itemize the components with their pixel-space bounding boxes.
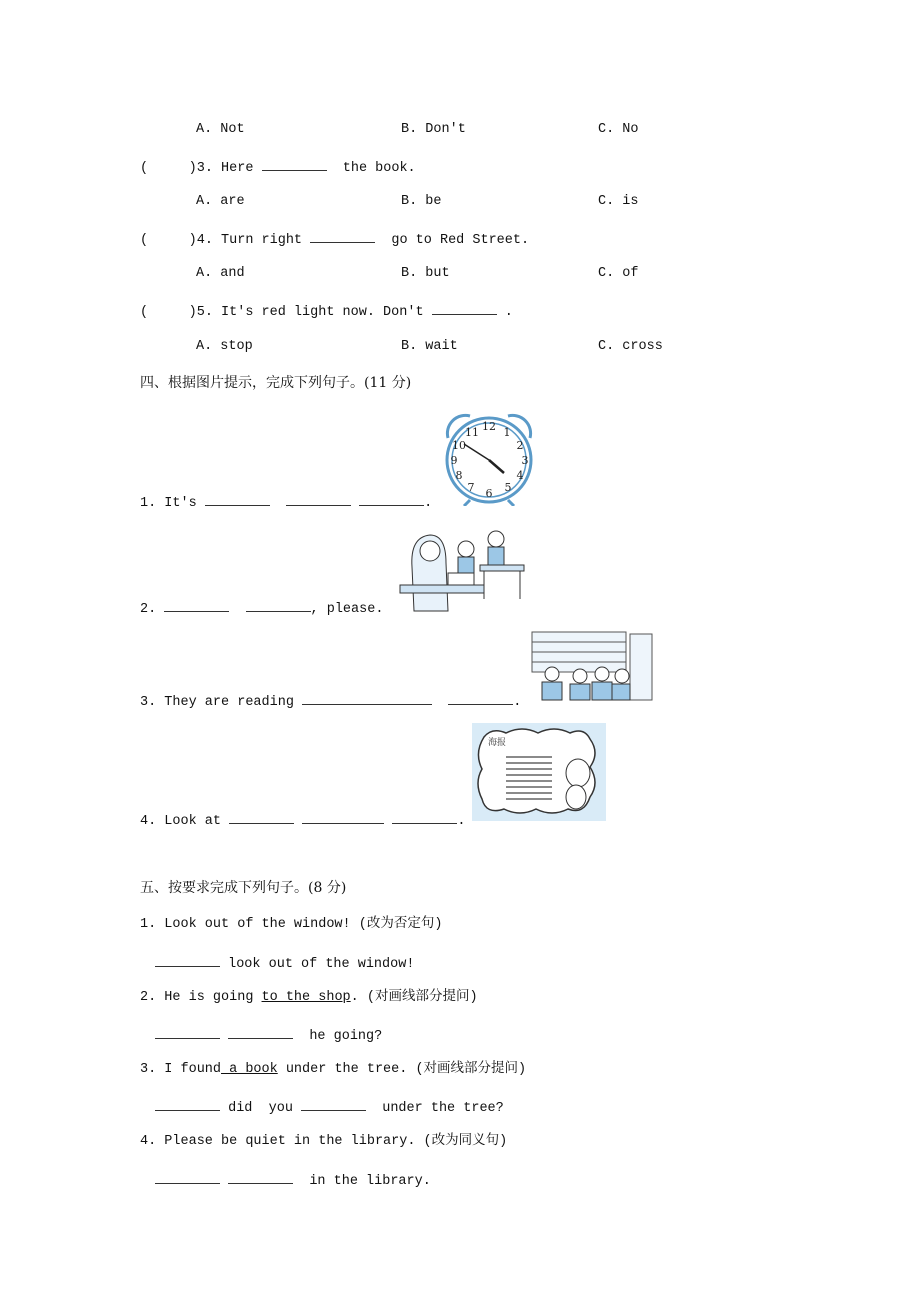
svg-text:11: 11 <box>465 426 479 439</box>
blank <box>155 1025 220 1039</box>
option-a: A. Not <box>196 122 245 137</box>
answer-text-end: under the tree? <box>382 1101 504 1116</box>
question-3 <box>140 157 416 175</box>
question-text: 4. Turn right <box>196 233 303 248</box>
question-text-end: go to Red Street. <box>391 233 530 248</box>
option-c: C. cross <box>598 339 663 354</box>
option-c: C. is <box>598 194 639 209</box>
option-a: A. are <box>196 194 245 209</box>
option-b: B. wait <box>401 339 458 354</box>
item-text: 2. <box>140 602 157 617</box>
answer-paren: ( ) <box>140 233 197 248</box>
svg-text:9: 9 <box>450 454 458 467</box>
answer-text: he going? <box>309 1029 383 1044</box>
blank <box>229 810 294 824</box>
svg-text:10: 10 <box>452 439 466 452</box>
library-illustration <box>530 630 654 702</box>
blank <box>448 691 513 705</box>
option-a: A. stop <box>196 339 253 354</box>
rewrite-answer-3 <box>155 1097 504 1115</box>
blank <box>432 301 497 315</box>
poster-illustration <box>472 723 606 821</box>
svg-text:4: 4 <box>516 469 524 482</box>
question-text-end: under the tree. (对画线部分提问) <box>277 1062 527 1077</box>
question-text: 5. It's red light now. Don't <box>196 305 424 320</box>
svg-text:12: 12 <box>482 420 496 433</box>
picture-item-2 <box>140 598 383 616</box>
item-text: 3. They are reading <box>140 695 294 710</box>
blank <box>155 1170 220 1184</box>
blank <box>246 598 311 612</box>
answer-text: in the library. <box>309 1174 431 1189</box>
question-5 <box>140 301 513 319</box>
blank <box>262 157 327 171</box>
item-text-end: , please. <box>310 602 384 617</box>
svg-text:2: 2 <box>516 439 524 452</box>
blank <box>301 1097 366 1111</box>
svg-text:6: 6 <box>485 487 493 500</box>
question-text: 2. He is going <box>140 990 262 1005</box>
rewrite-answer-1 <box>155 953 414 971</box>
blank <box>310 229 375 243</box>
underlined-part: a book <box>221 1062 278 1077</box>
question-text-end: the book. <box>342 161 416 176</box>
blank <box>155 953 220 967</box>
option-a: A. and <box>196 266 245 281</box>
question-text: 3. I found <box>140 1062 222 1077</box>
underlined-part: to the shop <box>261 990 351 1005</box>
blank <box>302 810 384 824</box>
blank <box>392 810 457 824</box>
section-5-heading: 五、按要求完成下列句子。(8 分) <box>140 880 347 896</box>
alarm-clock-illustration <box>440 408 538 506</box>
rewrite-answer-2 <box>155 1025 382 1043</box>
svg-text:7: 7 <box>467 481 475 494</box>
option-b: B. be <box>401 194 442 209</box>
question-4 <box>140 229 529 247</box>
blank <box>155 1097 220 1111</box>
classroom-illustration <box>396 527 528 613</box>
question-text-end: . (对画线部分提问) <box>350 990 478 1005</box>
option-c: C. No <box>598 122 639 137</box>
svg-text:8: 8 <box>455 469 463 482</box>
answer-text: look out of the window! <box>228 957 415 972</box>
question-text-end: . <box>504 305 513 320</box>
poster-title: 海报 <box>488 738 507 748</box>
item-text-end: . <box>513 695 522 710</box>
blank <box>205 492 270 506</box>
option-c: C. of <box>598 266 639 281</box>
svg-text:3: 3 <box>521 454 529 467</box>
section-4-heading: 四、根据图片提示，完成下列句子。(11 分) <box>140 375 412 391</box>
blank <box>286 492 351 506</box>
rewrite-question-4: 4. Please be quiet in the library. (改为同义句) <box>140 1134 508 1149</box>
option-b: B. but <box>401 266 450 281</box>
svg-text:5: 5 <box>504 481 512 494</box>
blank <box>228 1025 293 1039</box>
blank <box>228 1170 293 1184</box>
rewrite-question-1: 1. Look out of the window! (改为否定句) <box>140 917 443 932</box>
blank <box>164 598 229 612</box>
answer-text: did you <box>228 1101 293 1116</box>
picture-item-4 <box>140 810 465 828</box>
rewrite-question-2 <box>140 989 478 1007</box>
item-text: 1. It's <box>140 496 197 511</box>
blank <box>302 691 432 705</box>
item-text-end: . <box>424 496 433 511</box>
question-text: 3. Here <box>196 161 254 176</box>
rewrite-answer-4 <box>155 1170 431 1188</box>
rewrite-question-3 <box>140 1061 526 1079</box>
picture-item-3 <box>140 691 521 709</box>
item-text: 4. Look at <box>140 814 222 829</box>
item-text-end: . <box>457 814 466 829</box>
svg-text:1: 1 <box>503 426 511 439</box>
option-b: B. Don't <box>401 122 466 137</box>
blank <box>359 492 424 506</box>
picture-item-1 <box>140 492 432 510</box>
answer-paren: ( ) <box>140 161 197 176</box>
answer-paren: ( ) <box>140 305 197 320</box>
